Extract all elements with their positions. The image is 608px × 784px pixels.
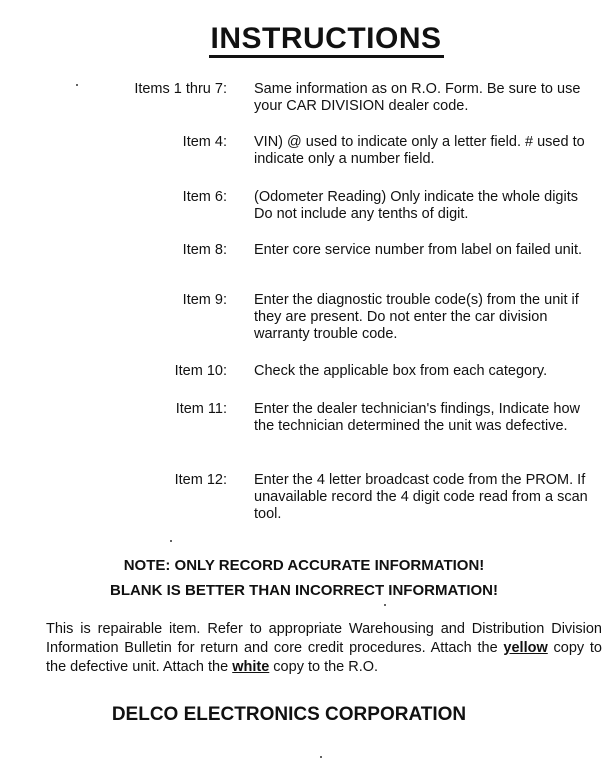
item-text: Enter the 4 letter broadcast code from the PROM. If unavailable record the 4 digit code read from a scan tool. [254,472,588,522]
scan-speck [384,604,386,606]
item-text: Enter core service number from label on failed unit. [254,242,583,258]
item-label: Item 9: [182,292,227,308]
scan-speck [320,756,322,758]
item-label: Item 10: [174,363,227,379]
item-label: Item 8: [182,242,227,258]
item-text: Check the applicable box from each category. [254,363,548,379]
item-label: Items 1 thru 7: [134,81,227,97]
paragraph-text: This is repairable item. Refer to appropriate Warehousing and Distribution Division Information Bulletin for return and core credit procedures. Attach the [46,621,602,656]
company-name: DELCO ELECTRONICS CORPORATION [111,704,467,725]
scan-speck [170,540,172,542]
paragraph-text: copy to the R.O. [269,659,379,675]
paragraph-text: copy to the defective unit. Attach the [46,640,602,675]
yellow-copy-label: yellow [503,640,548,656]
item-text: Enter the dealer technician's findings, Indicate how the technician determined the unit was defective. [254,401,580,434]
item-label: Item 11: [175,401,227,417]
item-label: Item 12: [174,472,227,488]
item-text: Enter the diagnostic trouble code(s) from the unit if they are present. Do not enter the car division warranty trouble code. [254,292,579,342]
item-label: Item 6: [182,189,227,205]
note-line-1: NOTE: ONLY RECORD ACCURATE INFORMATION! [123,557,485,574]
note-line-2: BLANK IS BETTER THAN INCORRECT INFORMATION! [109,582,499,599]
item-label: Item 4: [182,134,227,150]
page-title [0,22,608,58]
item-text: Same information as on R.O. Form. Be sure to use your CAR DIVISION dealer code. [254,81,581,114]
white-copy-label: white [232,659,270,675]
item-text: VIN) @ used to indicate only a letter field. # used to indicate only a number field. [254,134,585,167]
scan-speck [76,84,78,86]
item-text: (Odometer Reading) Only indicate the whole digits Do not include any tenths of digit. [254,189,578,222]
return-procedure-paragraph [46,620,602,677]
page-title-text: INSTRUCTIONS [209,23,444,58]
